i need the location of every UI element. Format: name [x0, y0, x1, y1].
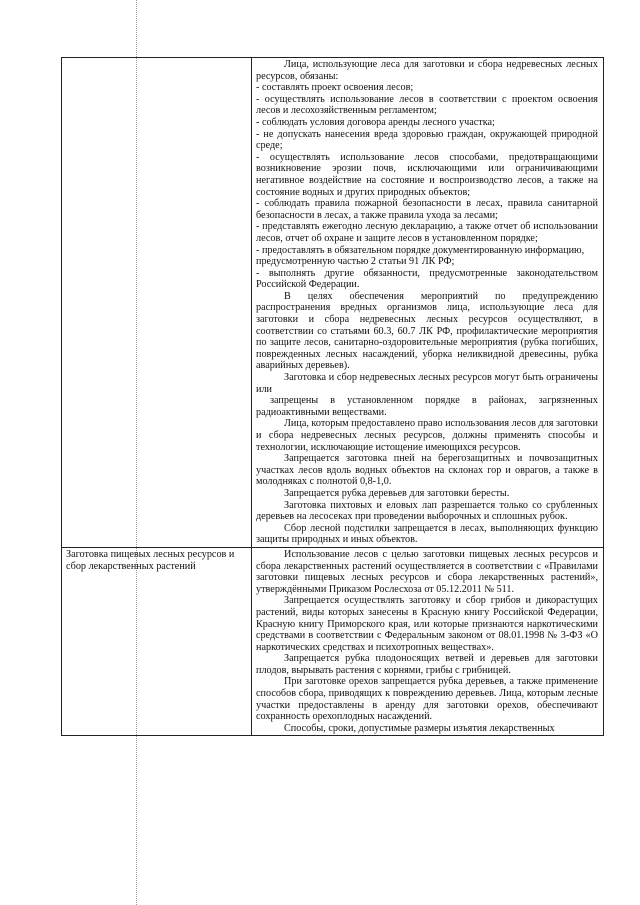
paragraph: Использование лесов с целью заготовки пищевых лесных ресурсов и сбора лекарственных растений осуществляется в соответствии с «Правилами заготовки пищевых лесных ресурсов и сбора лекарственных растений», утверждёнными Приказом Рослесхоза от 05.12.2011 № 511. [256, 548, 598, 595]
paragraph: запрещены в установленном порядке в районах, загрязненных радиоактивными веществами. [256, 395, 598, 418]
paragraph: При заготовке орехов запрещается рубка деревьев, а также применение способов сбора, приводящих к повреждению деревьев. Лица, которым лесные участки предоставлены в аренду для заготовки орехов, обеспечивают сохранность орехоплодных насаждений. [256, 676, 598, 723]
paragraph: - выполнять другие обязанности, предусмотренные законодательством Российской Федерации. [256, 267, 598, 291]
row2-content-cell [252, 547, 604, 736]
row1-content-cell [252, 58, 604, 548]
table-row [62, 58, 604, 548]
paragraph: Способы, сроки, допустимые размеры изъятия лекарственных [284, 722, 555, 734]
row2-label-cell [62, 547, 252, 736]
paragraph: - соблюдать правила пожарной безопасности в лесах, правила санитарной безопасности в лесах, а также правила ухода за лесами; [256, 198, 598, 221]
paragraph: Запрещается заготовка пней на берегозащитных и почвозащитных участках лесов вдоль водных объектов на склонах гор и оврагов, а также в молодняках с полнотой 0,8-1,0. [256, 453, 598, 488]
paragraph: - предоставлять в обязательном порядке документированную информацию, [256, 244, 585, 256]
paragraph: Заготовка и сбор недревесных лесных ресурсов могут быть ограничены или [256, 372, 598, 395]
paragraph: предусмотренную частью 2 статьи 91 ЛК РФ; [256, 256, 455, 268]
paragraph: - соблюдать условия договора аренды лесного участка; [256, 116, 495, 128]
paragraph: - осуществлять использование лесов способами, предотвращающими возникновение эрозии почв, исключающими или ограничивающими негативное воздействие на состояние и воспроизводство лесов, а также на состояние водных и других природных объектов; [256, 151, 598, 198]
row2-label: Заготовка пищевых лесных ресурсов и сбор лекарственных растений [66, 548, 235, 572]
row1-label-cell [62, 58, 252, 548]
table-row [62, 547, 604, 736]
paragraph: - представлять ежегодно лесную декларацию, а также отчет об использовании лесов, отчет об охране и защите лесов в установленном порядке; [256, 221, 598, 244]
paragraph: Лица, которым предоставлено право использования лесов для заготовки и сбора недревесных лесных ресурсов, должны применять способы и технологии, исключающие истощение имеющихся ресурсов. [256, 418, 598, 453]
paragraph: - составлять проект освоения лесов; [256, 82, 414, 94]
row2-content [256, 549, 598, 735]
paragraph: Запрещается осуществлять заготовку и сбор грибов и дикорастущих растений, виды которых занесены в Красную книгу Российской Федерации, Красную книгу Приморского края, или которые признаются наркотическими средствами в соответствии с Федеральным законом от 08.01.1998 № 3-ФЗ «О наркотических средствах и психотропных веществах». [256, 595, 598, 653]
paragraph: - не допускать нанесения вреда здоровью граждан, окружающей природной среде; [256, 128, 598, 152]
regulation-table [61, 57, 604, 736]
paragraph: Лица, использующие леса для заготовки и сбора недревесных лесных ресурсов, обязаны: [256, 59, 598, 82]
paragraph: Сбор лесной подстилки запрещается в лесах, выполняющих функцию защиты природных и иных объектов. [256, 522, 598, 546]
paragraph: Заготовка пихтовых и еловых лап разрешается только со срубленных деревьев на лесосеках при проведении выборочных и сплошных рубок. [256, 499, 598, 523]
paragraph: - осуществлять использование лесов в соответствии с проектом освоения лесов и лесохозяйственным регламентом; [256, 93, 598, 117]
paragraph: Запрещается рубка плодоносящих ветвей и деревьев для заготовки плодов, вырывать растения с корнями, грибы с грибницей. [256, 653, 598, 676]
paragraph: Запрещается рубка деревьев для заготовки бересты. [284, 487, 510, 499]
paragraph: В целях обеспечения мероприятий по предупреждению распространения вредных организмов лица, использующие леса для заготовки и сбора недревесных лесных ресурсов осуществляют, в соответствии со статьями 60.3, 60.7 ЛК РФ, профилактические мероприятия по защите лесов, санитарно-оздоровительные мероприятия (рубка погибших, поврежденных лесных насаждений, уборка неликвидной древесины, рубка аварийных деревьев). [256, 290, 598, 372]
row1-content [256, 59, 598, 546]
